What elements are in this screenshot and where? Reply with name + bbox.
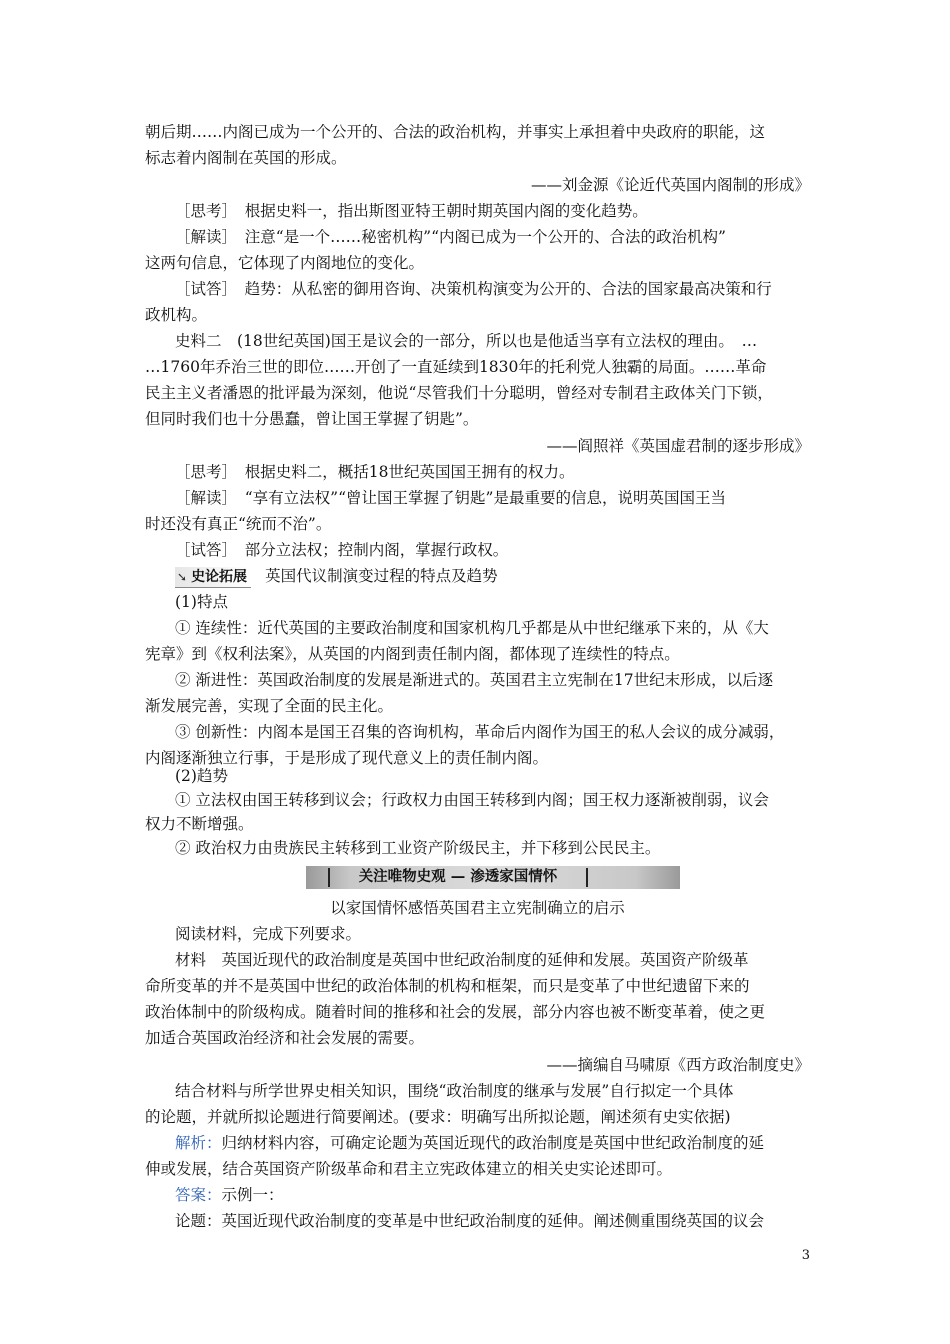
text-line: 渐发展完善，实现了全面的民主化。 <box>145 697 394 715</box>
text-line: 结合材料与所学世界史相关知识，围绕“政治制度的继承与发展”自行拟定一个具体 <box>175 1082 734 1100</box>
source-citation: ——阎照祥《英国虚君制的逐步形成》 <box>546 437 810 455</box>
expand-tag <box>175 567 251 588</box>
analysis-line <box>175 1133 810 1155</box>
text-line: ① 连续性：近代英国的主要政治制度和国家机构几乎都是从中世纪继承下来的，从《大 <box>175 619 769 637</box>
text-line: ［解读］ 注意“是一个……秘密机构”“内阁已成为一个公开的、合法的政治机构” <box>175 228 726 246</box>
text-line: (2)趋势 <box>175 767 228 785</box>
text-line: 但同时我们也十分愚蠢，曾让国王掌握了钥匙”。 <box>145 410 479 428</box>
text-line: …1760年乔治三世的即位……开创了一直延续到1830年的托利党人独霸的局面。……革命 <box>145 358 767 376</box>
page-number: 3 <box>801 1248 810 1263</box>
text-line: 加适合英国政治经济和社会发展的需要。 <box>145 1029 425 1047</box>
text-line: 命所变革的并不是英国中世纪的政治体制的机构和框架，而只是变革了中世纪遗留下来的 <box>145 977 750 995</box>
text-line: 内阁逐渐独立行事，于是形成了现代意义上的责任制内阁。 <box>145 749 549 767</box>
text-line: 时还没有真正“统而不治”。 <box>145 515 332 533</box>
text-line: 权力不断增强。 <box>145 815 254 833</box>
text-line: 标志着内阁制在英国的形成。 <box>145 149 347 167</box>
answer-text: 示例一： <box>221 1186 284 1204</box>
text-line: ② 渐进性：英国政治制度的发展是渐进式的。英国君主立宪制在17世纪末形成，以后逐 <box>175 671 774 689</box>
text-line: ① 立法权由国王转移到议会；行政权力由国王转移到内阁；国王权力逐渐被削弱，议会 <box>175 791 769 809</box>
text-line: 材料 英国近现代的政治制度是英国中世纪政治制度的延伸和发展。英国资产阶级革 <box>175 951 749 969</box>
text-line: ［试答］ 趋势：从私密的御用咨询、决策机构演变为公开的、合法的国家最高决策和行 <box>175 280 772 298</box>
text-line: ［解读］ “享有立法权”“曾让国王掌握了钥匙”是最重要的信息，说明英国国王当 <box>175 489 726 507</box>
text-line: ③ 创新性：内阁本是国王召集的咨询机构，革命后内阁作为国王的私人会议的成分减弱， <box>175 723 785 741</box>
source-citation: ——刘金源《论近代英国内阁制的形成》 <box>530 176 810 194</box>
text-line: 政机构。 <box>145 306 208 324</box>
arrow-icon: ➘ <box>177 570 188 584</box>
text-line: 论题：英国近现代政治制度的变革是中世纪政治制度的延伸。阐述侧重围绕英国的议会 <box>175 1212 765 1230</box>
expand-tag-label: 史论拓展 <box>191 569 248 585</box>
text-line: 史料二 (18世纪英国)国王是议会的一部分，所以也是他适当享有立法权的理由。 … <box>175 332 758 350</box>
text-line: 伸或发展，结合英国资产阶级革命和君主立宪政体建立的相关史实论述即可。 <box>145 1160 673 1178</box>
section-title: 以家国情怀感悟英国君主立宪制确立的启示 <box>330 899 625 917</box>
text-line: ［思考］ 根据史料二，概括18世纪英国国王拥有的权力。 <box>175 463 575 481</box>
text-line: ② 政治权力由贵族民主转移到工业资产阶级民主，并下移到公民民主。 <box>175 839 661 857</box>
text-line: ［试答］ 部分立法权；控制内阁，掌握行政权。 <box>175 541 509 559</box>
text-line: ［思考］ 根据史料一，指出斯图亚特王朝时期英国内阁的变化趋势。 <box>175 202 648 220</box>
expand-heading <box>175 566 810 588</box>
section-banner-label: 关注唯物史观 — 渗透家国情怀 <box>328 868 588 887</box>
text-line: 政治体制中的阶级构成。随着时间的推移和社会的发展，部分内容也被不断变革着，使之更 <box>145 1003 766 1021</box>
text-line: 这两句信息，它体现了内阁地位的变化。 <box>145 254 425 272</box>
text-line: 朝后期……内阁已成为一个公开的、合法的政治机构，并事实上承担着中央政府的职能，这 <box>145 123 766 141</box>
text-line: 的论题，并就所拟论题进行简要阐述。(要求：明确写出所拟论题，阐述须有史实依据) <box>145 1108 731 1126</box>
text-line: 宪章》到《权利法案》，从英国的内阁到责任制内阁，都体现了连续性的特点。 <box>145 645 680 663</box>
expand-title: 英国代议制演变过程的特点及趋势 <box>265 567 498 585</box>
analysis-text: 归纳材料内容，可确定论题为英国近现代的政治制度是英国中世纪政治制度的延 <box>221 1134 765 1152</box>
section-banner <box>306 866 680 889</box>
answer-label: 答案： <box>175 1186 222 1204</box>
text-line: (1)特点 <box>175 593 228 611</box>
source-citation: ——摘编自马啸原《西方政治制度史》 <box>546 1056 810 1074</box>
text-line: 民主主义者潘恩的批评最为深刻，他说“尽管我们十分聪明，曾经对专制君主政体关门下锁， <box>145 384 773 402</box>
text-line: 阅读材料，完成下列要求。 <box>175 925 362 943</box>
answer-line <box>175 1185 810 1207</box>
analysis-label: 解析： <box>175 1134 222 1152</box>
